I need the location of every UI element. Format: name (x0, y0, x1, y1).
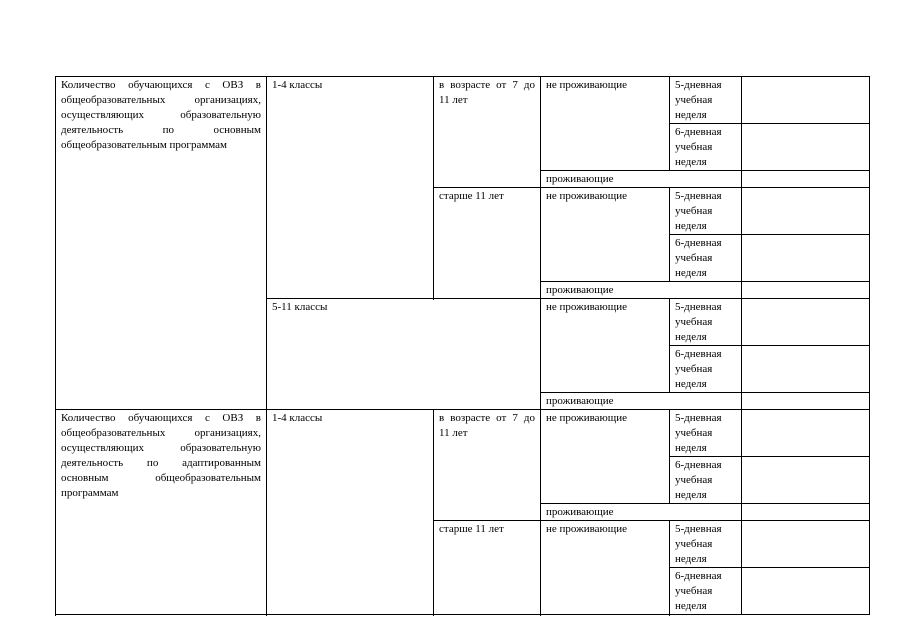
statistics-form-table (55, 76, 870, 615)
age-cell: старше 11 лет (434, 521, 541, 615)
residence-cell: не проживающие (541, 77, 670, 171)
age-cell: в возрасте от 7 до 11 лет (434, 410, 541, 521)
indicator-cell: Количество обучающихся с ОВЗ в общеобразовательных организациях, осуществляющих образовательную деятельность по основным общеобразовательным программам (56, 77, 267, 410)
table-row (56, 77, 870, 124)
value-input-cell[interactable] (742, 346, 870, 393)
value-input-cell[interactable] (742, 457, 870, 504)
residence-cell: проживающие (541, 282, 742, 299)
value-input-cell[interactable] (742, 568, 870, 615)
week-cell: 5-дневная учебная неделя (670, 299, 742, 346)
table-row (56, 410, 870, 457)
value-input-cell[interactable] (742, 521, 870, 568)
week-cell: 6-дневная учебная неделя (670, 457, 742, 504)
week-cell: 6-дневная учебная неделя (670, 346, 742, 393)
value-input-cell[interactable] (742, 410, 870, 457)
value-input-cell[interactable] (742, 77, 870, 124)
residence-cell: проживающие (541, 504, 742, 521)
residence-cell: не проживающие (541, 299, 670, 393)
grade-cell: 1-4 классы (267, 410, 434, 615)
value-input-cell[interactable] (742, 504, 870, 521)
residence-cell: не проживающие (541, 410, 670, 504)
residence-cell: проживающие (541, 393, 742, 410)
residence-cell: не проживающие (541, 521, 670, 615)
grade-cell: 5-11 классы (267, 299, 541, 410)
week-cell: 6-дневная учебная неделя (670, 568, 742, 615)
week-cell: 5-дневная учебная неделя (670, 521, 742, 568)
residence-cell: проживающие (541, 171, 742, 188)
grade-cell: 1-4 классы (267, 77, 434, 299)
value-input-cell[interactable] (742, 171, 870, 188)
value-input-cell[interactable] (742, 124, 870, 171)
value-input-cell[interactable] (742, 282, 870, 299)
indicator-cell: Количество обучающихся с ОВЗ в общеобразовательных организациях, осуществляющих образовательную деятельность по адаптированным основным общеобразовательным программам (56, 410, 267, 615)
age-cell: старше 11 лет (434, 188, 541, 299)
week-cell: 5-дневная учебная неделя (670, 188, 742, 235)
week-cell: 6-дневная учебная неделя (670, 235, 742, 282)
week-cell: 5-дневная учебная неделя (670, 77, 742, 124)
value-input-cell[interactable] (742, 188, 870, 235)
value-input-cell[interactable] (742, 393, 870, 410)
value-input-cell[interactable] (742, 299, 870, 346)
residence-cell: не проживающие (541, 188, 670, 282)
week-cell: 5-дневная учебная неделя (670, 410, 742, 457)
value-input-cell[interactable] (742, 235, 870, 282)
age-cell: в возрасте от 7 до 11 лет (434, 77, 541, 188)
week-cell: 6-дневная учебная неделя (670, 124, 742, 171)
